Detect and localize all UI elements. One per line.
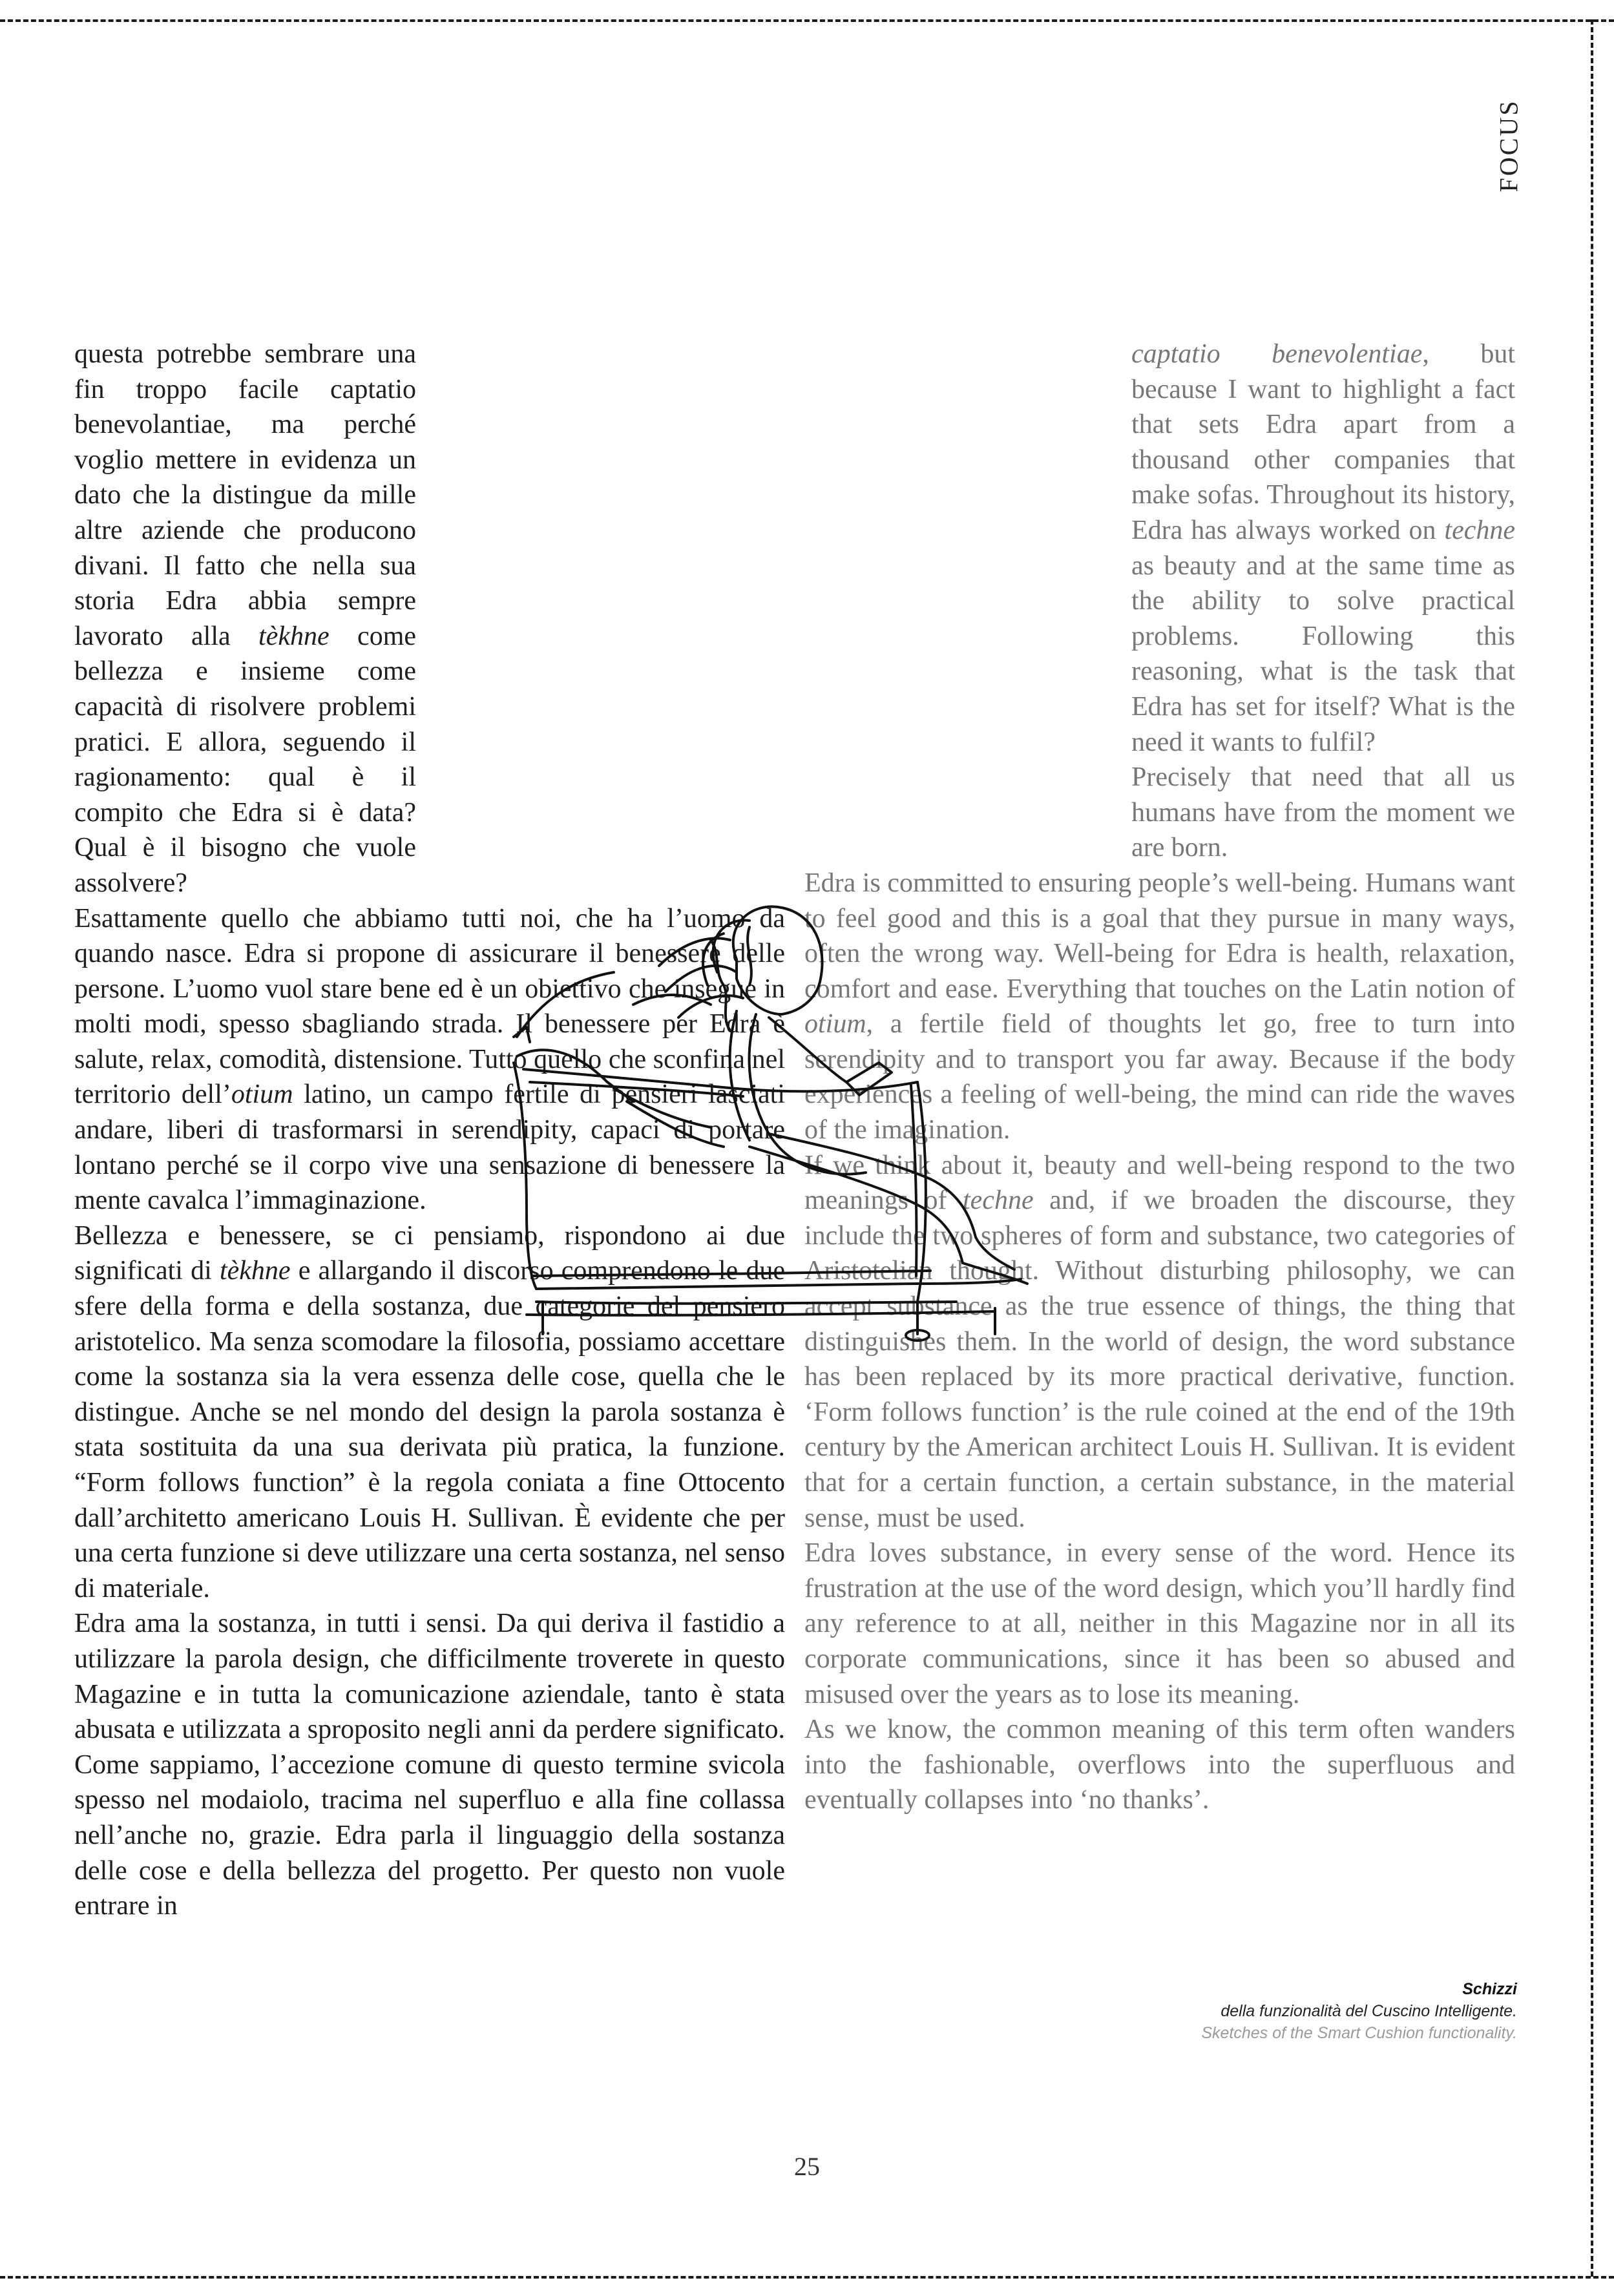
caption-italian: della funzionalità del Cuscino Intelligente. [1221,2002,1517,2020]
caption-title: Schizzi [1462,1980,1517,1998]
text-run: questa potrebbe sembrare una fin troppo facile captatio benevolantiae, ma perché voglio mettere in evidenza un dato che la distingue da mille altre aziende che producono divani. Il fatto che nella sua storia Edra abbia sempre lavorato alla [74,339,416,651]
text-run: as beauty and at the same time as the ability to solve practical problems. Following this reasoning, what is the task that Edra has set for itself? What is the need it wants to fulfil? [1131,550,1515,757]
italic-term: captatio benevolentiae [1131,339,1423,369]
page-number: 25 [794,2152,820,2181]
text-run: If we think about it, beauty and well-being respond to the two meanings of [804,1150,1515,1216]
text-run: come bellezza e insieme come capacità di risolvere problemi pratici. E allora, seguendo il ragionamento: qual è il compito che Edra si è data? Qual è il bisogno che vuole assolvere? [74,621,416,898]
text-run: Esattamente quello che abbiamo tutti noi, che ha l’uomo da quando nasce. Edra si propone di assicurare il benessere delle persone. L’uomo vuol stare bene ed è un obiettivo che insegue in molti modi, spesso sbagliando strada. Il benessere per Edra è salute, relax, comodità, distensione. Tutto quello che sconfina nel territorio dell’ [74,903,785,1110]
italic-term: tèkhne [258,621,330,651]
right-dashed-border [1591,19,1593,2277]
english-paragraph-2: Precisely that need that all us humans have from the moment we are born. [1131,762,1515,863]
text-run: and, if we broaden the discourse, they include the two spheres of form and substance, two categories of Aristotelian thought. Without disturbing philosophy, we can accept substance as the true essence of things, the thing that distinguishes them. In the world of design, the word substance has been replaced by its more practical derivative, function. ‘Form follows function’ is the rule coined at the end of the 19th century by the American architect Louis H. Sullivan. It is evident that for a certain function, a certain substance, in the material sense, must be used. [804,1185,1516,1533]
english-paragraph-5: Edra loves substance, in every sense of the word. Hence its frustration at the use of the word design, which you’ll hardly find any reference to at all, neither in this Magazine nor in all its corporate communications, since it has been so abused and misused over the years as to lose its meaning. [804,1538,1515,1709]
italic-term: tèkhne [219,1256,291,1286]
text-run: Edra is committed to ensuring people’s well-being. Humans want to feel good and this is a goal that they pursue in many ways, often the wrong way. Well-being for Edra is health, relaxation, comfort and ease. Everything that touches on the Latin notion of [804,868,1515,1004]
float-spacer [784,337,785,862]
section-label-text: FOCUS [1494,99,1524,192]
sketch-wrap-area [805,337,1131,834]
text-run: , a fertile field of thoughts let go, free to turn into serendipity and to transport you far away. Because if the body experiences a feeling of well-being, the mind can ride the waves of the imagination. [804,1009,1515,1145]
italic-term: otium [231,1080,293,1110]
italian-paragraph-4: Edra ama la sostanza, in tutti i sensi. Da qui deriva il fastidio a utilizzare la parola design, che difficilmente troverete in questo Magazine e in tutta la comunicazione aziendale, tanto è stata abusata e utilizzata a sproposito negli anni da perdere significato. Come sappiamo, l’accezione comune di questo termine svicola spesso nel modaiolo, tracima nel superfluo e alla fine collassa nell’anche no, grazie. Edra parla il linguaggio della sostanza delle cose e della bellezza del progetto. Per questo non vuole entrare in [74,1609,785,1921]
caption-english: Sketches of the Smart Cushion functionality. [1201,2024,1517,2042]
image-caption [1065,1978,1517,2044]
english-paragraph-6: As we know, the common meaning of this term often wanders into the fashionable, overflows into the superfluous and eventually collapses into ‘no thanks’. [804,1715,1515,1815]
top-dashed-border [0,19,1614,22]
bottom-dashed-border [0,2276,1614,2279]
text-run: latino, un campo fertile di pensieri lasciati andare, liberi di trasformarsi in serendipity, capaci di portare lontano perché se il corpo vive una sensazione di benessere la mente cavalca l’immaginazione. [74,1080,785,1216]
italic-term: techne [1444,515,1515,545]
sketch-wrap-area [416,337,784,834]
text-run: Bellezza e benessere, se ci pensiamo, rispondono ai due significati di [74,1220,785,1286]
italic-term: otium [804,1009,866,1039]
armchair-sketch-illustration [465,888,1124,1373]
italic-term: techne [963,1185,1034,1216]
section-label [1486,90,1531,200]
text-run: e allargando il discorso comprendono le due sfere della forma e della sostanza, due categorie del pensiero aristotelico. Ma senza scomodare la filosofia, possiamo accettare come la sostanza sia la vera essenza delle cose, quella che le distingue. Anche se nel mondo del design la parola sostanza è stata sostituita da una sua derivata più pratica, la funzione. “Form follows function” è la regola coniata a fine Ottocento dall’architetto americano Louis H. Sullivan. È evidente che per una certa funzione si deve utilizzare una certa sostanza, nel senso di materiale. [74,1256,785,1603]
text-run: , but because I want to highlight a fact that sets Edra apart from a thousand other companies that make sofas. Throughout its history, Edra has always worked on [1131,339,1515,545]
